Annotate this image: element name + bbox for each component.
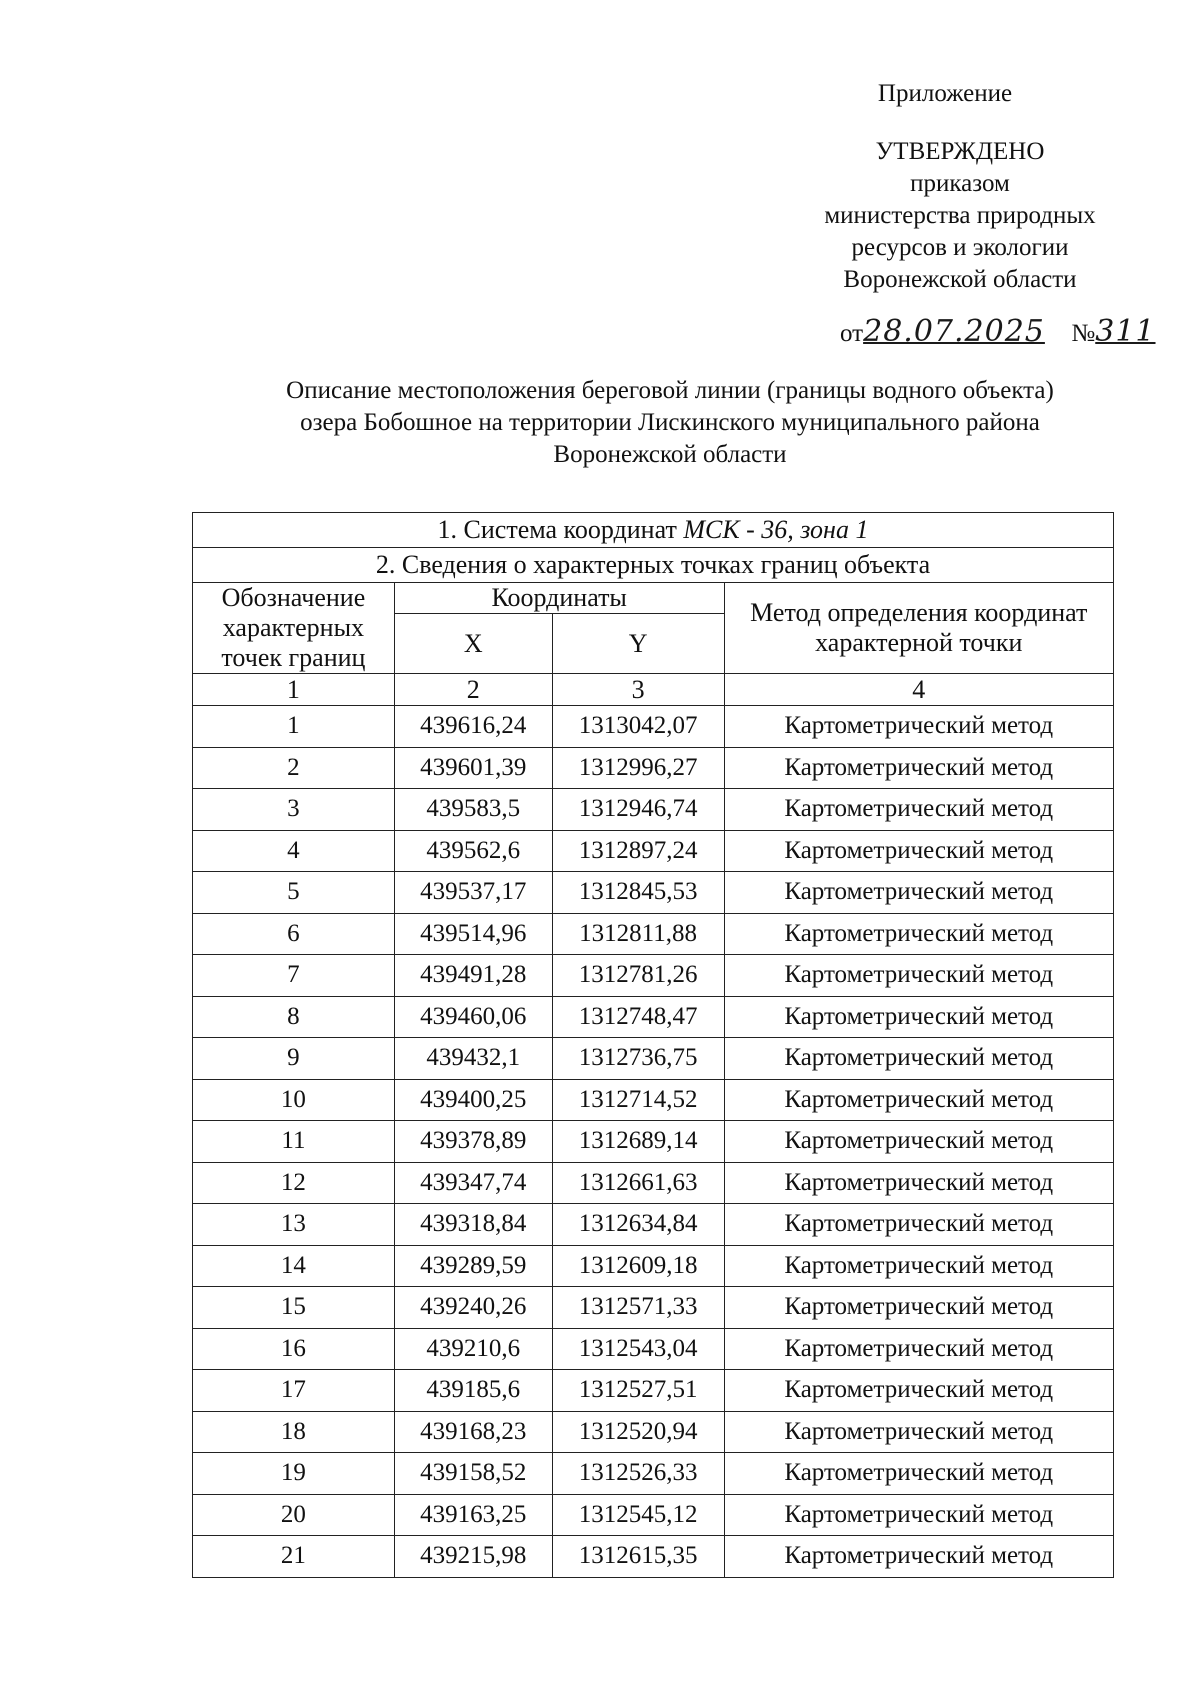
method-cell: Картометрический метод: [724, 1204, 1113, 1246]
table-row: [193, 789, 1114, 831]
method-cell: Картометрический метод: [724, 1079, 1113, 1121]
point-number-cell: 19: [193, 1453, 395, 1495]
y-coordinate-cell: 1312845,53: [552, 872, 724, 914]
title-line: озера Бобошное на территории Лискинского муниципального района: [300, 409, 1040, 436]
column-number: 1: [193, 674, 395, 706]
x-coordinate-cell: 439583,5: [394, 789, 552, 831]
table-row: [193, 1453, 1114, 1495]
y-coordinate-cell: 1312661,63: [552, 1162, 724, 1204]
method-cell: Картометрический метод: [724, 1287, 1113, 1329]
approval-line: Воронежской области: [843, 266, 1077, 293]
y-coordinate-cell: 1312526,33: [552, 1453, 724, 1495]
y-coordinate-cell: 1312545,12: [552, 1494, 724, 1536]
y-coordinate-cell: 1312946,74: [552, 789, 724, 831]
y-coordinate-cell: 1312714,52: [552, 1079, 724, 1121]
table-row: [193, 1121, 1114, 1163]
table-row: [193, 1411, 1114, 1453]
method-cell: Картометрический метод: [724, 1453, 1113, 1495]
point-number-cell: 2: [193, 747, 395, 789]
table-header-row: [193, 583, 1114, 614]
point-number-cell: 17: [193, 1370, 395, 1412]
table-row: [193, 1287, 1114, 1329]
point-number-cell: 20: [193, 1494, 395, 1536]
column-number-row: [193, 674, 1114, 706]
x-coordinate-cell: 439215,98: [394, 1536, 552, 1578]
coordinate-system-label: 1. Система координат: [437, 515, 677, 544]
number-prefix: №: [1071, 320, 1096, 347]
table-row: [193, 747, 1114, 789]
x-coordinate-cell: 439289,59: [394, 1245, 552, 1287]
table-row: [193, 1038, 1114, 1080]
section-row: [193, 548, 1114, 583]
point-number-cell: 5: [193, 872, 395, 914]
approval-line: министерства природных: [824, 202, 1096, 229]
x-coordinate-cell: 439562,6: [394, 830, 552, 872]
approval-stamp-text: [760, 136, 1160, 296]
coordinate-system-cell: [193, 513, 1114, 548]
appendix-label: Приложение: [877, 80, 1013, 107]
x-coordinate-cell: 439240,26: [394, 1287, 552, 1329]
y-coordinate-cell: 1312571,33: [552, 1287, 724, 1329]
method-cell: Картометрический метод: [724, 747, 1113, 789]
table-row: [193, 1536, 1114, 1578]
x-coordinate-cell: 439185,6: [394, 1370, 552, 1412]
table-row: [193, 913, 1114, 955]
x-coordinate-cell: 439400,25: [394, 1079, 552, 1121]
method-cell: Картометрический метод: [724, 706, 1113, 748]
x-coordinate-cell: 439210,6: [394, 1328, 552, 1370]
approval-line: ресурсов и экологии: [851, 234, 1069, 261]
section-row: [193, 513, 1114, 548]
method-cell: Картометрический метод: [724, 996, 1113, 1038]
table-row: [193, 706, 1114, 748]
header-coordinates: Координаты: [394, 583, 724, 614]
title-line: Воронежской области: [553, 441, 787, 468]
method-cell: Картометрический метод: [724, 1494, 1113, 1536]
point-number-cell: 10: [193, 1079, 395, 1121]
point-number-cell: 3: [193, 789, 395, 831]
y-coordinate-cell: 1312520,94: [552, 1411, 724, 1453]
order-date-number: [840, 314, 1156, 354]
x-coordinate-cell: 439347,74: [394, 1162, 552, 1204]
coordinates-table: [192, 512, 1114, 1578]
y-coordinate-cell: 1312527,51: [552, 1370, 724, 1412]
y-coordinate-cell: 1312609,18: [552, 1245, 724, 1287]
method-cell: Картометрический метод: [724, 1370, 1113, 1412]
point-number-cell: 16: [193, 1328, 395, 1370]
method-cell: Картометрический метод: [724, 872, 1113, 914]
table-row: [193, 1204, 1114, 1246]
point-number-cell: 4: [193, 830, 395, 872]
header-x: X: [394, 614, 552, 674]
point-number-cell: 8: [193, 996, 395, 1038]
x-coordinate-cell: 439158,52: [394, 1453, 552, 1495]
y-coordinate-cell: 1312634,84: [552, 1204, 724, 1246]
y-coordinate-cell: 1312897,24: [552, 830, 724, 872]
table-row: [193, 872, 1114, 914]
method-cell: Картометрический метод: [724, 789, 1113, 831]
header-point-designation: Обозначение характерных точек границ: [193, 583, 395, 674]
y-coordinate-cell: 1312543,04: [552, 1328, 724, 1370]
approved-label: УТВЕРЖДЕНО: [875, 138, 1045, 165]
method-cell: Картометрический метод: [724, 1038, 1113, 1080]
table-row: [193, 1079, 1114, 1121]
point-number-cell: 7: [193, 955, 395, 997]
point-number-cell: 21: [193, 1536, 395, 1578]
y-coordinate-cell: 1312996,27: [552, 747, 724, 789]
point-number-cell: 15: [193, 1287, 395, 1329]
table-row: [193, 1494, 1114, 1536]
x-coordinate-cell: 439432,1: [394, 1038, 552, 1080]
method-cell: Картометрический метод: [724, 1536, 1113, 1578]
x-coordinate-cell: 439163,25: [394, 1494, 552, 1536]
approval-line: приказом: [910, 170, 1010, 197]
title-line: Описание местоположения береговой линии (границы водного объекта): [286, 377, 1054, 404]
table-row: [193, 955, 1114, 997]
y-coordinate-cell: 1312811,88: [552, 913, 724, 955]
date-prefix: от: [840, 320, 864, 347]
point-number-cell: 13: [193, 1204, 395, 1246]
x-coordinate-cell: 439378,89: [394, 1121, 552, 1163]
header-method: Метод определения координат характерной точки: [724, 583, 1113, 674]
method-cell: Картометрический метод: [724, 913, 1113, 955]
method-cell: Картометрический метод: [724, 1162, 1113, 1204]
x-coordinate-cell: 439601,39: [394, 747, 552, 789]
x-coordinate-cell: 439616,24: [394, 706, 552, 748]
method-cell: Картометрический метод: [724, 1411, 1113, 1453]
points-section-cell: 2. Сведения о характерных точках границ объекта: [193, 548, 1114, 583]
table-row: [193, 996, 1114, 1038]
table-row: [193, 830, 1114, 872]
column-number: 3: [552, 674, 724, 706]
method-cell: Картометрический метод: [724, 1328, 1113, 1370]
x-coordinate-cell: 439168,23: [394, 1411, 552, 1453]
point-number-cell: 6: [193, 913, 395, 955]
x-coordinate-cell: 439318,84: [394, 1204, 552, 1246]
x-coordinate-cell: 439537,17: [394, 872, 552, 914]
table-row: [193, 1328, 1114, 1370]
point-number-cell: 12: [193, 1162, 395, 1204]
x-coordinate-cell: 439460,06: [394, 996, 552, 1038]
point-number-cell: 18: [193, 1411, 395, 1453]
y-coordinate-cell: 1312748,47: [552, 996, 724, 1038]
point-number-cell: 14: [193, 1245, 395, 1287]
handwritten-date: 28.07.2025: [863, 314, 1045, 349]
point-number-cell: 1: [193, 706, 395, 748]
table-row: [193, 1245, 1114, 1287]
column-number: 2: [394, 674, 552, 706]
x-coordinate-cell: 439514,96: [394, 913, 552, 955]
table-row: [193, 1162, 1114, 1204]
handwritten-number: 311: [1095, 314, 1156, 349]
header-y: Y: [552, 614, 724, 674]
y-coordinate-cell: 1312781,26: [552, 955, 724, 997]
column-number: 4: [724, 674, 1113, 706]
y-coordinate-cell: 1312615,35: [552, 1536, 724, 1578]
y-coordinate-cell: 1312736,75: [552, 1038, 724, 1080]
table-row: [193, 1370, 1114, 1412]
method-cell: Картометрический метод: [724, 830, 1113, 872]
point-number-cell: 11: [193, 1121, 395, 1163]
method-cell: Картометрический метод: [724, 955, 1113, 997]
method-cell: Картометрический метод: [724, 1245, 1113, 1287]
y-coordinate-cell: 1312689,14: [552, 1121, 724, 1163]
x-coordinate-cell: 439491,28: [394, 955, 552, 997]
coordinate-system-value: МСК - 36, зона 1: [683, 515, 869, 544]
y-coordinate-cell: 1313042,07: [552, 706, 724, 748]
document-title: [220, 375, 1120, 471]
method-cell: Картометрический метод: [724, 1121, 1113, 1163]
point-number-cell: 9: [193, 1038, 395, 1080]
